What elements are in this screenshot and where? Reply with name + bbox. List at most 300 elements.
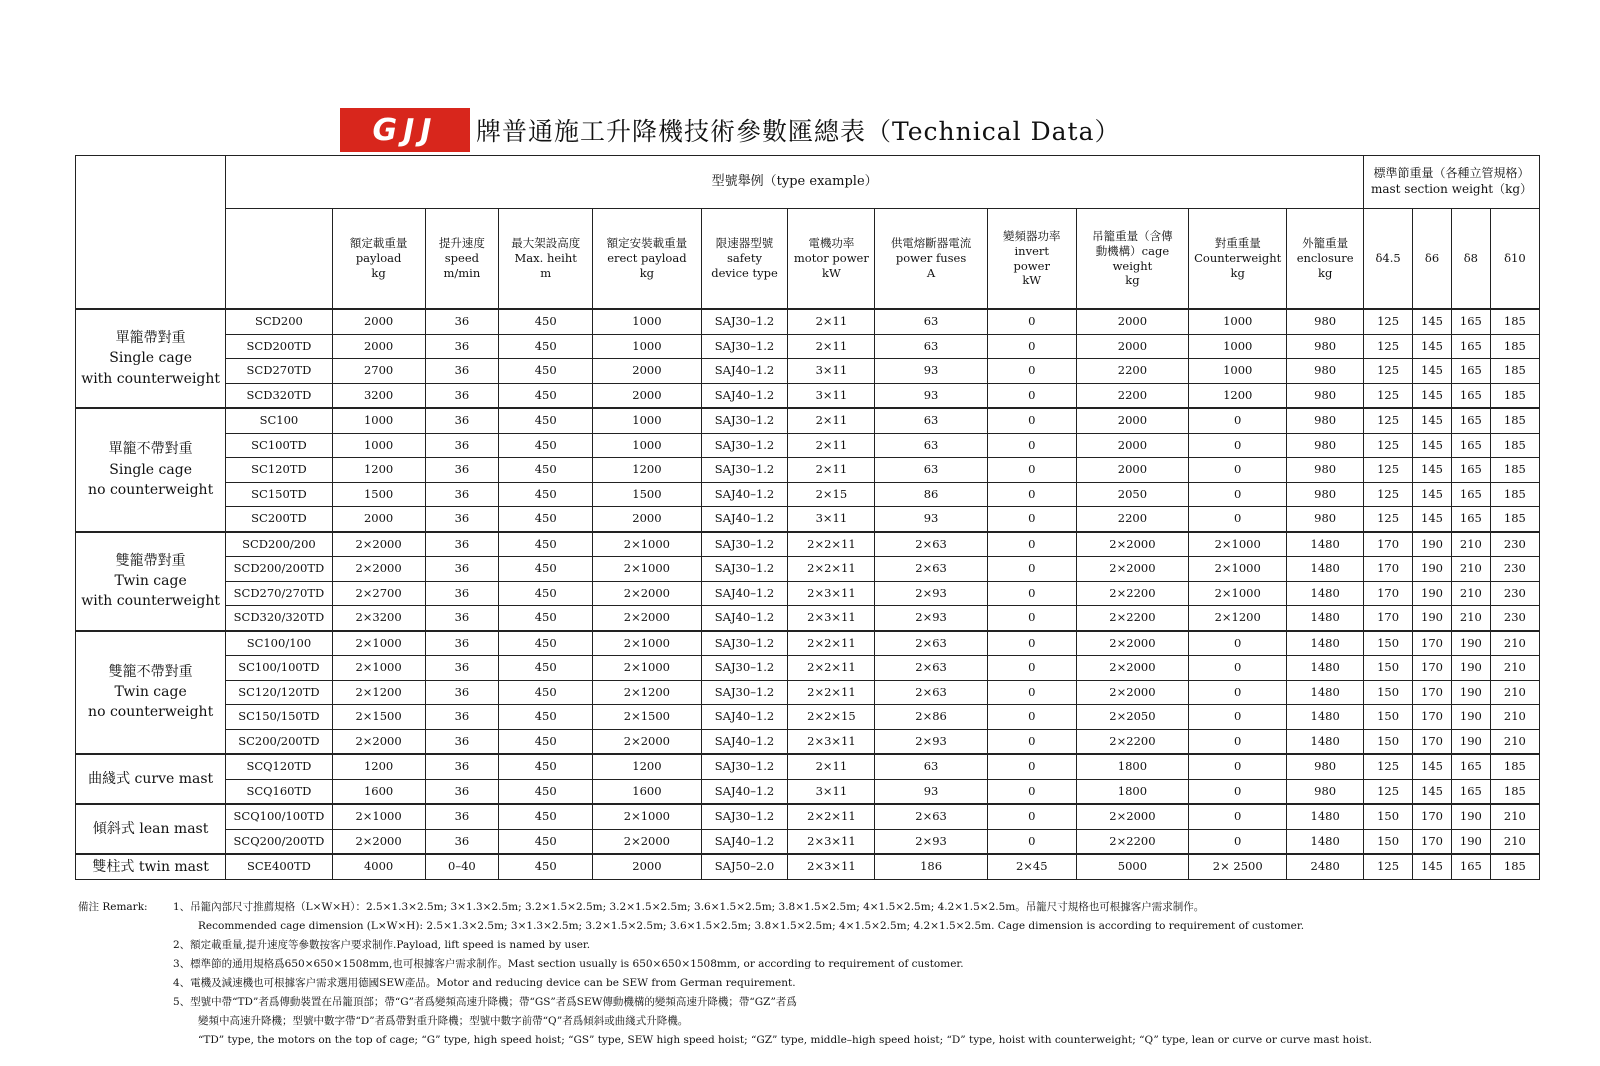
value-cell: 2×93 [875, 829, 987, 854]
category-label-line: 傾斜式 lean mast [92, 820, 209, 837]
value-cell: 190 [1413, 557, 1452, 582]
column-header-line: 動機構）cage weight [1095, 243, 1170, 273]
value-cell: 210 [1490, 680, 1539, 705]
value-cell: 170 [1364, 606, 1413, 631]
model-cell: SC200/200TD [226, 729, 332, 754]
value-cell: 450 [499, 705, 593, 730]
value-cell: 980 [1287, 433, 1364, 458]
value-cell: 3×11 [788, 383, 875, 408]
value-cell: 450 [499, 680, 593, 705]
category-cell [76, 408, 226, 532]
value-cell: 125 [1364, 854, 1413, 879]
value-cell: 165 [1451, 854, 1490, 879]
column-header [788, 209, 875, 310]
value-cell: 1000 [593, 334, 701, 359]
value-cell: 170 [1364, 581, 1413, 606]
value-cell: 125 [1364, 433, 1413, 458]
value-cell: SAJ40–1.2 [701, 581, 788, 606]
value-cell: 2200 [1076, 359, 1188, 384]
value-cell: 450 [499, 729, 593, 754]
value-cell: 2×93 [875, 729, 987, 754]
value-cell: 2×2×11 [788, 532, 875, 557]
value-cell: 2×2000 [593, 606, 701, 631]
table-row [76, 359, 1540, 384]
column-header-line: kg [371, 265, 386, 280]
value-cell: 185 [1490, 754, 1539, 779]
column-header-line: 額定載重量 [349, 236, 408, 251]
mast-weight-header-line: 標準節重量（各種立管規格） [1373, 166, 1530, 181]
value-cell: 3×11 [788, 507, 875, 532]
value-cell: 2×86 [875, 705, 987, 730]
value-cell: 230 [1490, 557, 1539, 582]
model-cell: SC120TD [226, 458, 332, 483]
value-cell: SAJ40–1.2 [701, 383, 788, 408]
value-cell: 1200 [332, 754, 425, 779]
value-cell: 2000 [1076, 458, 1188, 483]
value-cell: 0 [1189, 829, 1287, 854]
value-cell: 2×2000 [1076, 532, 1188, 557]
value-cell: 2× 2500 [1189, 854, 1287, 879]
value-cell: 2×2700 [332, 581, 425, 606]
value-cell: 2000 [1076, 408, 1188, 433]
column-header [701, 209, 788, 310]
value-cell: SAJ40–1.2 [701, 482, 788, 507]
remark-line [78, 1031, 1548, 1050]
value-cell: 2×11 [788, 754, 875, 779]
column-header [332, 209, 425, 310]
value-cell: 0 [987, 334, 1076, 359]
value-cell: 0 [1189, 680, 1287, 705]
value-cell: 2×63 [875, 680, 987, 705]
value-cell: 145 [1413, 334, 1452, 359]
value-cell: 145 [1413, 383, 1452, 408]
table-row [76, 532, 1540, 557]
value-cell: 150 [1364, 680, 1413, 705]
value-cell: 185 [1490, 408, 1539, 433]
column-header-line: kW [822, 265, 841, 280]
value-cell: 1480 [1287, 557, 1364, 582]
value-cell: 2×2200 [1076, 829, 1188, 854]
value-cell: 185 [1490, 779, 1539, 804]
value-cell: 2000 [593, 507, 701, 532]
column-header-line: kW [1022, 273, 1042, 288]
column-header-line: kg [1317, 265, 1333, 280]
value-cell: 980 [1287, 482, 1364, 507]
value-cell: 5000 [1076, 854, 1188, 879]
column-header-line: motor power [793, 251, 869, 266]
category-label-line: 單籠不帶對重 [108, 441, 193, 458]
model-cell: SC200TD [226, 507, 332, 532]
value-cell: 1480 [1287, 631, 1364, 656]
value-cell: 2×1000 [332, 656, 425, 681]
table-row [76, 854, 1540, 879]
value-cell: 1000 [1189, 334, 1287, 359]
table-row [76, 631, 1540, 656]
table-row [76, 804, 1540, 829]
value-cell: 36 [425, 482, 499, 507]
value-cell: 3200 [332, 383, 425, 408]
category-cell [76, 309, 226, 408]
value-cell: 4000 [332, 854, 425, 879]
value-cell: 125 [1364, 458, 1413, 483]
column-header-line: erect payload [607, 251, 687, 266]
value-cell: 2×2200 [1076, 581, 1188, 606]
column-header-line: speed [444, 251, 480, 266]
value-cell: 450 [499, 507, 593, 532]
value-cell: 2×11 [788, 458, 875, 483]
column-header-line: kg [639, 265, 655, 280]
value-cell: 450 [499, 779, 593, 804]
value-cell: 210 [1451, 581, 1490, 606]
column-header-line: 最大架設高度 [511, 236, 581, 251]
value-cell: 0 [1189, 705, 1287, 730]
value-cell: 36 [425, 458, 499, 483]
value-cell: 980 [1287, 754, 1364, 779]
page-title [340, 108, 1120, 152]
value-cell: 2×11 [788, 433, 875, 458]
mast-size-header: δ6 [1413, 209, 1452, 310]
model-cell: SCD320/320TD [226, 606, 332, 631]
value-cell: 1600 [593, 779, 701, 804]
model-cell: SC150/150TD [226, 705, 332, 730]
value-cell: 1200 [593, 458, 701, 483]
value-cell: 230 [1490, 532, 1539, 557]
category-label-line: with counterweight [81, 593, 221, 610]
value-cell: 165 [1451, 754, 1490, 779]
column-header-line: enclosure [1296, 251, 1354, 266]
table-row [76, 334, 1540, 359]
value-cell: 36 [425, 433, 499, 458]
category-label-line: Twin cage [114, 572, 187, 589]
value-cell: 165 [1451, 433, 1490, 458]
value-cell: 36 [425, 656, 499, 681]
column-header [1076, 209, 1188, 310]
remark-text: 3、標準節的通用規格爲650×650×1508mm,也可根據客户需求制作。Mast section usually is 650×650×1508mm, or according to requirement of customer. [173, 958, 964, 970]
value-cell: 2×1200 [593, 680, 701, 705]
value-cell: 125 [1364, 482, 1413, 507]
remark-line [78, 955, 1548, 974]
value-cell: 185 [1490, 383, 1539, 408]
value-cell: 36 [425, 729, 499, 754]
value-cell: 0 [987, 309, 1076, 334]
remark-line [78, 974, 1548, 993]
value-cell: 190 [1451, 804, 1490, 829]
column-header-line: 限速器型號 [715, 236, 774, 251]
value-cell: 125 [1364, 507, 1413, 532]
value-cell: 980 [1287, 408, 1364, 433]
value-cell: 1000 [1189, 309, 1287, 334]
value-cell: 450 [499, 309, 593, 334]
value-cell: 185 [1490, 433, 1539, 458]
value-cell: 165 [1451, 507, 1490, 532]
remark-line [78, 993, 1548, 1012]
value-cell: 2×2000 [1076, 680, 1188, 705]
remark-text: 1、吊籠內部尺寸推薦規格（L×W×H）：2.5×1.3×2.5m; 3×1.3×2.5m; 3.2×1.5×2.5m; 3.2×1.5×2.5m; 3.6×1.5×2.5m; 3.8×1.5×2.5m; 4×1.5×2.5m; 4.2×1.5×2.5m。吊籠尺寸規格也可根據客户需求制作。 [173, 901, 1205, 913]
value-cell: 450 [499, 606, 593, 631]
column-header-line: 外籠重量 [1302, 236, 1349, 251]
value-cell: 450 [499, 854, 593, 879]
value-cell: 2×2×11 [788, 557, 875, 582]
value-cell: 1480 [1287, 829, 1364, 854]
value-cell: 2050 [1076, 482, 1188, 507]
value-cell: 0 [1189, 408, 1287, 433]
value-cell: 170 [1413, 729, 1452, 754]
value-cell: 2×2000 [593, 581, 701, 606]
table-row [76, 482, 1540, 507]
value-cell: 165 [1451, 779, 1490, 804]
value-cell: SAJ30–1.2 [701, 557, 788, 582]
value-cell: 170 [1413, 829, 1452, 854]
category-cell [76, 804, 226, 854]
column-header [593, 209, 701, 310]
category-label-line: with counterweight [81, 370, 221, 387]
value-cell: 2×45 [987, 854, 1076, 879]
value-cell: 63 [875, 408, 987, 433]
value-cell: 145 [1413, 507, 1452, 532]
column-header-line: Max. heiht [514, 251, 577, 266]
value-cell: 0 [987, 804, 1076, 829]
value-cell: SAJ40–1.2 [701, 507, 788, 532]
value-cell: 36 [425, 383, 499, 408]
column-header-line: 電機功率 [808, 236, 855, 251]
value-cell: 190 [1451, 729, 1490, 754]
category-cell [76, 854, 226, 879]
value-cell: 190 [1451, 680, 1490, 705]
value-cell: 185 [1490, 334, 1539, 359]
table-row [76, 507, 1540, 532]
category-label-line: 雙柱式 twin mast [92, 858, 209, 875]
value-cell: 2×2000 [1076, 804, 1188, 829]
remark-line [78, 1012, 1548, 1031]
model-cell: SC100TD [226, 433, 332, 458]
value-cell: 36 [425, 408, 499, 433]
value-cell: 980 [1287, 334, 1364, 359]
value-cell: 150 [1364, 631, 1413, 656]
value-cell: 1000 [593, 433, 701, 458]
value-cell: 0–40 [425, 854, 499, 879]
category-label-line: 單籠帶對重 [115, 330, 186, 347]
value-cell: 2×2×11 [788, 656, 875, 681]
value-cell: 0 [987, 829, 1076, 854]
value-cell: 2×2200 [1076, 729, 1188, 754]
value-cell: 2000 [1076, 433, 1188, 458]
value-cell: 0 [1189, 458, 1287, 483]
table-row [76, 729, 1540, 754]
category-cell [76, 631, 226, 755]
value-cell: 450 [499, 631, 593, 656]
value-cell: 0 [987, 779, 1076, 804]
model-cell: SCQ200/200TD [226, 829, 332, 854]
corner-cell [76, 156, 226, 310]
value-cell: 450 [499, 359, 593, 384]
value-cell: 36 [425, 606, 499, 631]
value-cell: 150 [1364, 829, 1413, 854]
value-cell: 2×63 [875, 557, 987, 582]
value-cell: 2×1000 [1189, 532, 1287, 557]
column-header [499, 209, 593, 310]
value-cell: 125 [1364, 309, 1413, 334]
value-cell: 63 [875, 433, 987, 458]
value-cell: 1480 [1287, 729, 1364, 754]
value-cell: 36 [425, 581, 499, 606]
column-header-line: kg [1230, 265, 1245, 280]
column-header-line: m/min [443, 265, 481, 280]
table-row [76, 779, 1540, 804]
value-cell: 980 [1287, 359, 1364, 384]
column-header-line: 吊籠重量（含傳 [1092, 228, 1173, 243]
value-cell: 185 [1490, 359, 1539, 384]
value-cell: 1480 [1287, 606, 1364, 631]
technical-data-table [75, 155, 1540, 880]
value-cell: SAJ30–1.2 [701, 433, 788, 458]
value-cell: 36 [425, 779, 499, 804]
value-cell: 145 [1413, 482, 1452, 507]
table-row [76, 680, 1540, 705]
value-cell: 2×1500 [332, 705, 425, 730]
value-cell: 2000 [593, 854, 701, 879]
value-cell: 185 [1490, 507, 1539, 532]
value-cell: 125 [1364, 408, 1413, 433]
model-cell: SC100/100 [226, 631, 332, 656]
value-cell: SAJ40–1.2 [701, 729, 788, 754]
value-cell: 63 [875, 754, 987, 779]
remark-text: 2、額定載重量,提升速度等參數按客户要求制作.Payload, lift speed is named by user. [173, 939, 591, 951]
value-cell: 2000 [593, 359, 701, 384]
value-cell: 2×2200 [1076, 606, 1188, 631]
value-cell: 2×3×11 [788, 581, 875, 606]
value-cell: 1000 [593, 408, 701, 433]
column-header [1189, 209, 1287, 310]
category-label-line: Single cage [109, 461, 192, 478]
value-cell: 145 [1413, 754, 1452, 779]
value-cell: 0 [1189, 804, 1287, 829]
table-row [76, 458, 1540, 483]
value-cell: 63 [875, 309, 987, 334]
value-cell: 125 [1364, 779, 1413, 804]
value-cell: SAJ40–1.2 [701, 606, 788, 631]
value-cell: 2×1000 [593, 631, 701, 656]
value-cell: 2×3×11 [788, 606, 875, 631]
value-cell: 450 [499, 656, 593, 681]
value-cell: 165 [1451, 309, 1490, 334]
column-header [425, 209, 499, 310]
value-cell: 36 [425, 804, 499, 829]
table-row [76, 383, 1540, 408]
value-cell: 2×11 [788, 334, 875, 359]
value-cell: 2000 [332, 309, 425, 334]
value-cell: 1480 [1287, 532, 1364, 557]
column-header-line: power [1013, 258, 1050, 273]
value-cell: 1200 [332, 458, 425, 483]
remark-line [78, 917, 1548, 936]
model-cell: SCD200/200TD [226, 557, 332, 582]
value-cell: 2×1200 [332, 680, 425, 705]
header-row-group [76, 156, 1540, 209]
value-cell: 1480 [1287, 804, 1364, 829]
value-cell: SAJ30–1.2 [701, 408, 788, 433]
value-cell: 170 [1364, 557, 1413, 582]
value-cell: 190 [1413, 581, 1452, 606]
value-cell: 86 [875, 482, 987, 507]
model-cell: SC120/120TD [226, 680, 332, 705]
value-cell: SAJ30–1.2 [701, 656, 788, 681]
value-cell: 1480 [1287, 656, 1364, 681]
value-cell: 1480 [1287, 705, 1364, 730]
value-cell: 2×2000 [332, 557, 425, 582]
column-header-line: kg [1125, 273, 1140, 288]
value-cell: 1000 [332, 408, 425, 433]
value-cell: 93 [875, 779, 987, 804]
value-cell: 190 [1451, 656, 1490, 681]
table-row [76, 705, 1540, 730]
value-cell: 0 [1189, 507, 1287, 532]
model-cell: SCE400TD [226, 854, 332, 879]
value-cell: 165 [1451, 383, 1490, 408]
value-cell: 150 [1364, 804, 1413, 829]
column-header-line: payload [355, 251, 402, 266]
value-cell: SAJ30–1.2 [701, 532, 788, 557]
value-cell: 2×1500 [593, 705, 701, 730]
value-cell: 36 [425, 309, 499, 334]
value-cell: 980 [1287, 507, 1364, 532]
table-row [76, 309, 1540, 334]
value-cell: 165 [1451, 359, 1490, 384]
value-cell: 0 [987, 408, 1076, 433]
value-cell: 150 [1364, 656, 1413, 681]
value-cell: 230 [1490, 606, 1539, 631]
mast-weight-header-line: mast section weight（kg） [1370, 182, 1533, 196]
remark-text: 5、型號中帶“TD”者爲傳動裝置在吊籠頂部；帶“G”者爲變頻高速升降機；帶“GS”者爲SEW傳動機構的變頻高速升降機；帶“GZ”者爲 [173, 996, 797, 1008]
value-cell: 2×1000 [593, 804, 701, 829]
value-cell: SAJ30–1.2 [701, 680, 788, 705]
value-cell: 980 [1287, 309, 1364, 334]
value-cell: 1480 [1287, 581, 1364, 606]
category-cell [76, 532, 226, 631]
value-cell: 170 [1413, 631, 1452, 656]
value-cell: 0 [987, 532, 1076, 557]
value-cell: 125 [1364, 383, 1413, 408]
title-text: 牌普通施工升降機技術參數匯總表（Technical Data） [476, 117, 1121, 146]
value-cell: SAJ30–1.2 [701, 754, 788, 779]
table-row [76, 581, 1540, 606]
value-cell: 210 [1490, 829, 1539, 854]
value-cell: 450 [499, 482, 593, 507]
value-cell: SAJ30–1.2 [701, 309, 788, 334]
value-cell: 2000 [332, 507, 425, 532]
value-cell: 2×93 [875, 606, 987, 631]
value-cell: 1800 [1076, 754, 1188, 779]
value-cell: 2×2000 [332, 829, 425, 854]
value-cell: 0 [987, 359, 1076, 384]
remark-text: 4、電機及減速機也可根據客户需求選用德國SEW產品。Motor and reducing device can be SEW from German requirement. [173, 977, 796, 989]
value-cell: 190 [1451, 829, 1490, 854]
column-header-line: invert [1014, 243, 1049, 258]
table-row [76, 557, 1540, 582]
column-header-line: 供電熔斷器電流 [890, 236, 972, 251]
column-header-line: A [926, 265, 936, 280]
value-cell: 2000 [1076, 334, 1188, 359]
value-cell: 230 [1490, 581, 1539, 606]
value-cell: 63 [875, 334, 987, 359]
value-cell: 3×11 [788, 359, 875, 384]
value-cell: 0 [987, 581, 1076, 606]
value-cell: 190 [1451, 705, 1490, 730]
value-cell: 2700 [332, 359, 425, 384]
value-cell: SAJ30–1.2 [701, 631, 788, 656]
value-cell: 125 [1364, 359, 1413, 384]
value-cell: 450 [499, 408, 593, 433]
value-cell: 0 [1189, 656, 1287, 681]
